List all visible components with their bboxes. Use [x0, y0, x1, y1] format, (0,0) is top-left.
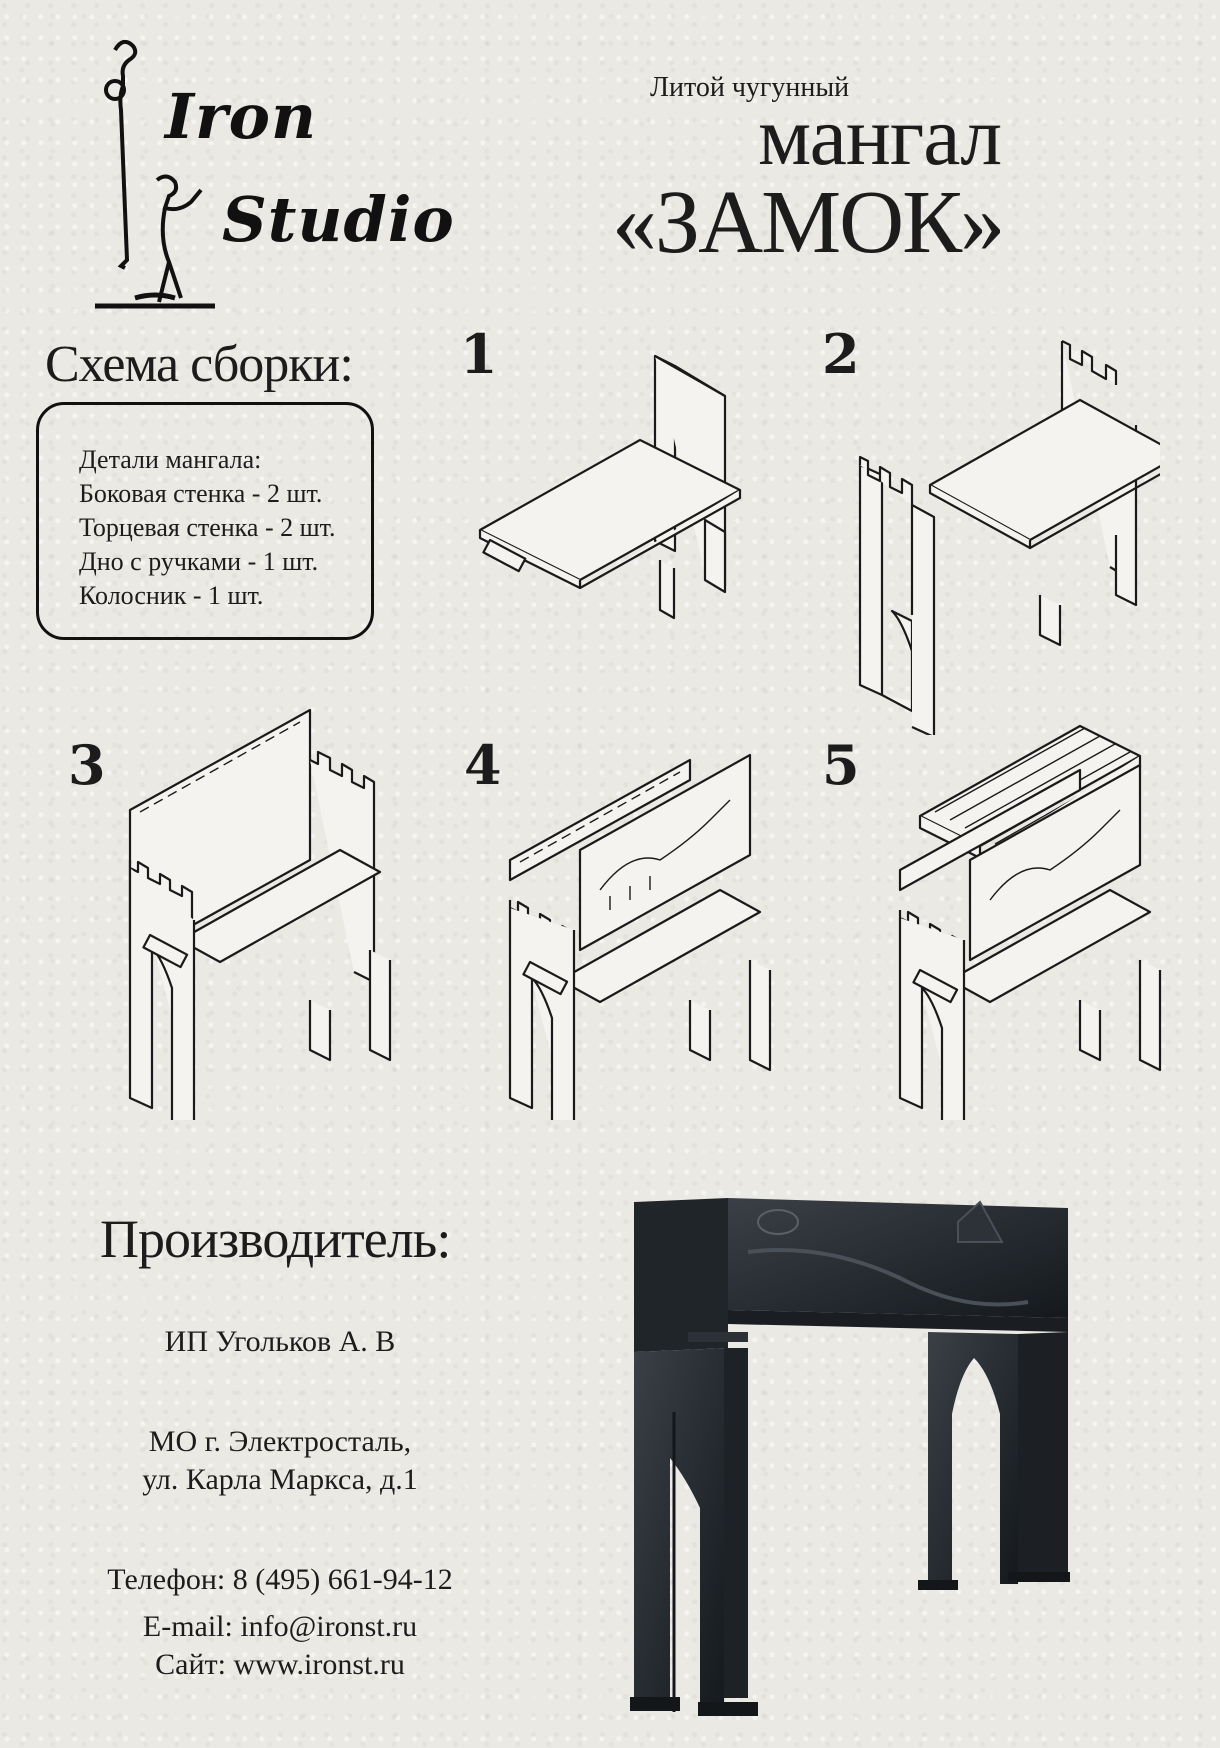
step-number-3: 3: [68, 733, 106, 797]
parts-list-item: Торцевая стенка - 2 шт.: [79, 513, 336, 542]
step-number-1: 1: [460, 322, 498, 386]
product-subtitle: Литой чугунный: [650, 72, 850, 103]
phone-text: Телефон: 8 (495) 661-94-12: [107, 1563, 453, 1596]
step-2-diagram: [840, 335, 1160, 735]
parts-list-item: Колосник - 1 шт.: [79, 581, 264, 610]
email-text: E-mail: info@ironst.ru: [142, 1610, 418, 1643]
product-title-line1: мангал: [758, 90, 1002, 183]
step-4-diagram: [500, 740, 780, 1120]
step-5-diagram: [890, 720, 1180, 1120]
address-line2: ул. Карла Маркса, д.1: [142, 1463, 418, 1496]
logo-word-iron: Iron: [165, 80, 318, 153]
product-title-line2: «ЗАМОК»: [612, 173, 1004, 272]
step-1-diagram: [470, 350, 760, 630]
site-text: Сайт: www.ironst.ru: [155, 1648, 405, 1681]
iron-studio-logo: [85, 30, 395, 330]
step-number-5: 5: [822, 733, 860, 797]
lamppost-figure-icon: [85, 30, 395, 330]
parts-list-item: Боковая стенка - 2 шт.: [79, 479, 323, 508]
assembly-heading: Схема сборки:: [45, 336, 353, 393]
logo-word-studio: Studio: [222, 183, 455, 256]
parts-list-title: Детали мангала:: [79, 445, 262, 474]
step-number-2: 2: [822, 322, 860, 386]
step-number-4: 4: [464, 733, 502, 797]
manufacturer-name: ИП Угольков А. В: [164, 1325, 396, 1358]
parts-list-box: [36, 402, 374, 640]
parts-list-item: Дно с ручками - 1 шт.: [79, 547, 319, 576]
castle-grill-photo: [628, 1192, 1080, 1722]
step-3-diagram: [120, 700, 400, 1120]
address-line1: МО г. Электросталь,: [148, 1425, 412, 1458]
manufacturer-heading: Производитель:: [100, 1209, 451, 1269]
